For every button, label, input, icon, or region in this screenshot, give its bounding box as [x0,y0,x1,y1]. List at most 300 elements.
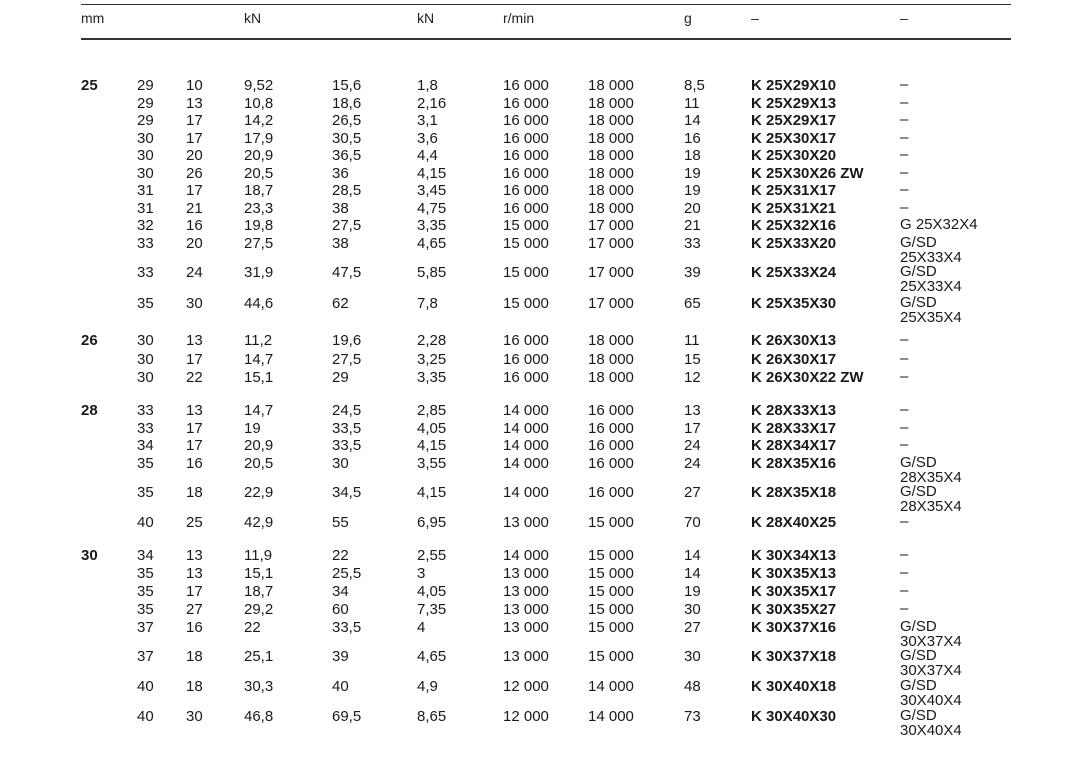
limiting-speed-cell: 16 000 [588,437,634,454]
outer-diameter-cell: 40 [137,708,154,725]
designation-cell: K 25X30X17 [751,129,837,147]
fatigue-load-cell: 4,05 [417,419,447,437]
width-cell: 13 [186,332,203,349]
limiting-speed-cell: 17 000 [588,263,634,281]
shaft-diameter: 26 [81,332,98,349]
load-rating-c0-cell: 26,5 [332,112,362,129]
mass-cell: 33 [684,234,701,252]
mass-cell: 15 [684,350,701,368]
outer-diameter-cell: 31 [137,199,154,217]
reference-speed-cell: 15 000 [503,294,549,312]
outer-diameter-cell: 40 [137,678,154,695]
reference-speed-cell: 16 000 [503,164,549,182]
designation-cell: K 30X40X30 [751,708,837,725]
designation-cell: K 30X35X17 [751,583,837,600]
shaft-diameter: 30 [81,547,98,564]
mass-cell: 27 [684,484,701,501]
outer-diameter-cell: 35 [137,565,154,582]
fatigue-load-cell: 5,85 [417,263,447,281]
reference-speed-cell: 13 000 [503,619,549,636]
fatigue-load-cell: 4,9 [417,678,438,695]
seal-cell: G/SD 30X37X4 [900,618,962,650]
load-rating-c-cell: 23,3 [244,199,274,217]
width-cell: 13 [186,94,203,112]
fatigue-load-cell: 2,85 [417,402,447,419]
reference-speed-cell: 12 000 [503,678,549,695]
mass-cell: 39 [684,263,701,281]
mass-cell: 14 [684,112,701,129]
mass-cell: 16 [684,129,701,147]
mass-cell: 65 [684,294,701,312]
fatigue-load-cell: 4,65 [417,234,447,252]
seal-cell: – [900,349,909,367]
unit-kn-cu: kN [417,10,435,26]
limiting-speed-cell: 18 000 [588,147,634,164]
header-rule [81,38,1011,40]
load-rating-c0-cell: 27,5 [332,217,362,234]
fatigue-load-cell: 3 [417,565,426,582]
width-cell: 27 [186,601,203,618]
designation-cell: K 26X30X22 ZW [751,369,864,386]
reference-speed-cell: 14 000 [503,419,549,437]
width-cell: 25 [186,514,203,531]
load-rating-c0-cell: 18,6 [332,94,362,112]
load-rating-c-cell: 11,9 [244,547,273,564]
reference-speed-cell: 16 000 [503,369,549,386]
unit-mass: g [684,10,692,26]
load-rating-c-cell: 20,9 [244,147,274,164]
mass-cell: 19 [684,182,701,199]
reference-speed-cell: 12 000 [503,708,549,725]
designation-cell: K 25X33X24 [751,263,837,281]
width-cell: 13 [186,402,203,419]
load-rating-c-cell: 14,2 [244,112,274,129]
limiting-speed-cell: 14 000 [588,708,634,725]
width-cell: 17 [186,583,203,600]
outer-diameter-cell: 34 [137,437,154,454]
load-rating-c-cell: 18,7 [244,583,274,600]
mass-cell: 24 [684,454,701,472]
reference-speed-cell: 14 000 [503,437,549,454]
reference-speed-cell: 16 000 [503,77,549,94]
unit-speed: r/min [503,10,535,26]
width-cell: 18 [186,678,203,695]
width-cell: 16 [186,619,203,636]
load-rating-c-cell: 31,9 [244,263,274,281]
outer-diameter-cell: 37 [137,619,154,636]
reference-speed-cell: 14 000 [503,454,549,472]
limiting-speed-cell: 15 000 [588,547,634,564]
reference-speed-cell: 14 000 [503,402,549,419]
mass-cell: 14 [684,547,701,564]
mass-cell: 70 [684,514,701,531]
limiting-speed-cell: 18 000 [588,199,634,217]
outer-diameter-cell: 33 [137,402,154,419]
fatigue-load-cell: 4,15 [417,437,447,454]
reference-speed-cell: 16 000 [503,112,549,129]
load-rating-c0-cell: 30 [332,454,349,472]
load-rating-c0-cell: 33,5 [332,437,362,454]
load-rating-c-cell: 14,7 [244,350,274,368]
fatigue-load-cell: 4,65 [417,648,447,665]
seal-cell: – [900,546,909,563]
reference-speed-cell: 13 000 [503,514,549,531]
mass-cell: 30 [684,601,701,618]
designation-cell: K 28X35X18 [751,484,837,501]
width-cell: 13 [186,565,203,582]
reference-speed-cell: 16 000 [503,199,549,217]
unit-designation: – [751,10,759,26]
outer-diameter-cell: 33 [137,234,154,252]
outer-diameter-cell: 30 [137,369,154,386]
seal-cell: G/SD 28X35X4 [900,483,962,515]
mass-cell: 18 [684,147,701,164]
designation-cell: K 25X29X10 [751,77,837,94]
fatigue-load-cell: 2,55 [417,547,447,564]
limiting-speed-cell: 18 000 [588,369,634,386]
limiting-speed-cell: 18 000 [588,112,634,129]
load-rating-c0-cell: 33,5 [332,419,362,437]
limiting-speed-cell: 16 000 [588,484,634,501]
fatigue-load-cell: 3,6 [417,129,438,147]
load-rating-c-cell: 18,7 [244,182,274,199]
load-rating-c-cell: 22 [244,619,261,636]
outer-diameter-cell: 35 [137,601,154,618]
width-cell: 17 [186,350,203,368]
reference-speed-cell: 15 000 [503,263,549,281]
outer-diameter-cell: 33 [137,263,154,281]
width-cell: 17 [186,419,203,437]
seal-cell: – [900,163,909,181]
designation-cell: K 25X31X21 [751,199,837,217]
seal-cell: – [900,128,909,146]
designation-cell: K 28X33X13 [751,402,837,419]
width-cell: 20 [186,234,203,252]
outer-diameter-cell: 35 [137,583,154,600]
designation-cell: K 25X30X20 [751,147,837,164]
load-rating-c-cell: 19 [244,419,261,437]
fatigue-load-cell: 8,65 [417,708,447,725]
limiting-speed-cell: 16 000 [588,402,634,419]
mass-cell: 30 [684,648,701,665]
load-rating-c-cell: 11,2 [244,332,273,349]
load-rating-c-cell: 15,1 [244,565,274,582]
mass-cell: 21 [684,217,701,234]
load-rating-c-cell: 10,8 [244,94,274,112]
width-cell: 16 [186,454,203,472]
mass-cell: 19 [684,164,701,182]
limiting-speed-cell: 14 000 [588,678,634,695]
limiting-speed-cell: 18 000 [588,129,634,147]
load-rating-c-cell: 20,9 [244,437,274,454]
load-rating-c0-cell: 19,6 [332,332,362,349]
fatigue-load-cell: 2,28 [417,332,447,349]
width-cell: 17 [186,129,203,147]
outer-diameter-cell: 31 [137,182,154,199]
load-rating-c0-cell: 22 [332,547,349,564]
width-cell: 30 [186,708,203,725]
mass-cell: 12 [684,369,701,386]
reference-speed-cell: 13 000 [503,601,549,618]
outer-diameter-cell: 35 [137,294,154,312]
load-rating-c0-cell: 25,5 [332,565,362,582]
load-rating-c-cell: 15,1 [244,369,274,386]
load-rating-c0-cell: 69,5 [332,708,362,725]
seal-cell: – [900,418,909,436]
mass-cell: 20 [684,199,701,217]
fatigue-load-cell: 6,95 [417,514,447,531]
designation-cell: K 30X37X18 [751,648,837,665]
reference-speed-cell: 14 000 [503,547,549,564]
seal-cell: – [900,564,909,581]
limiting-speed-cell: 17 000 [588,294,634,312]
width-cell: 17 [186,437,203,454]
limiting-speed-cell: 17 000 [588,217,634,234]
load-rating-c-cell: 30,3 [244,678,274,695]
limiting-speed-cell: 18 000 [588,94,634,112]
fatigue-load-cell: 3,25 [417,350,447,368]
seal-cell: G/SD 25X33X4 [900,262,962,295]
outer-diameter-cell: 35 [137,484,154,501]
width-cell: 21 [186,199,203,217]
seal-cell: – [900,331,909,348]
limiting-speed-cell: 15 000 [588,514,634,531]
designation-cell: K 25X33X20 [751,234,837,252]
fatigue-load-cell: 7,35 [417,601,447,618]
load-rating-c0-cell: 40 [332,678,349,695]
load-rating-c-cell: 22,9 [244,484,274,501]
width-cell: 17 [186,112,203,129]
seal-cell: – [900,146,909,163]
designation-cell: K 25X29X17 [751,112,837,129]
fatigue-load-cell: 3,55 [417,454,447,472]
mass-cell: 17 [684,419,701,437]
seal-cell: – [900,111,909,128]
fatigue-load-cell: 4,05 [417,583,447,600]
load-rating-c0-cell: 39 [332,648,349,665]
fatigue-load-cell: 3,45 [417,182,447,199]
width-cell: 22 [186,369,203,386]
load-rating-c0-cell: 28,5 [332,182,362,199]
load-rating-c-cell: 14,7 [244,402,274,419]
load-rating-c-cell: 42,9 [244,514,274,531]
outer-diameter-cell: 33 [137,419,154,437]
shaft-diameter: 28 [81,402,98,419]
fatigue-load-cell: 4,15 [417,164,447,182]
width-cell: 20 [186,147,203,164]
fatigue-load-cell: 1,8 [417,77,438,94]
load-rating-c-cell: 25,1 [244,648,274,665]
seal-cell: – [900,181,909,198]
load-rating-c-cell: 46,8 [244,708,274,725]
fatigue-load-cell: 4 [417,619,426,636]
mass-cell: 14 [684,565,701,582]
designation-cell: K 25X31X17 [751,182,837,199]
mass-cell: 11 [684,332,700,349]
load-rating-c0-cell: 29 [332,369,349,386]
outer-diameter-cell: 30 [137,350,154,368]
seal-cell: – [900,436,909,453]
width-cell: 24 [186,263,203,281]
width-cell: 16 [186,217,203,234]
seal-cell: – [900,93,909,111]
outer-diameter-cell: 30 [137,164,154,182]
fatigue-load-cell: 3,35 [417,369,447,386]
load-rating-c0-cell: 27,5 [332,350,362,368]
top-rule [81,4,1011,5]
width-cell: 26 [186,164,203,182]
designation-cell: K 25X35X30 [751,294,837,312]
limiting-speed-cell: 18 000 [588,77,634,94]
fatigue-load-cell: 7,8 [417,294,438,312]
seal-cell: – [900,76,909,93]
seal-cell: G/SD 28X35X4 [900,453,962,486]
limiting-speed-cell: 17 000 [588,234,634,252]
limiting-speed-cell: 15 000 [588,565,634,582]
seal-cell: – [900,600,909,617]
outer-diameter-cell: 30 [137,332,154,349]
reference-speed-cell: 16 000 [503,182,549,199]
reference-speed-cell: 13 000 [503,648,549,665]
outer-diameter-cell: 35 [137,454,154,472]
seal-cell: G/SD 25X35X4 [900,293,962,326]
designation-cell: K 26X30X17 [751,350,837,368]
designation-cell: K 25X32X16 [751,217,837,234]
load-rating-c0-cell: 34,5 [332,484,362,501]
designation-cell: K 30X35X13 [751,565,837,582]
load-rating-c0-cell: 38 [332,199,349,217]
outer-diameter-cell: 29 [137,94,154,112]
fatigue-load-cell: 4,15 [417,484,447,501]
load-rating-c0-cell: 36 [332,164,349,182]
reference-speed-cell: 15 000 [503,217,549,234]
mass-cell: 19 [684,583,701,600]
load-rating-c0-cell: 60 [332,601,349,618]
designation-cell: K 30X35X27 [751,601,837,618]
designation-cell: K 30X40X18 [751,678,837,695]
seal-cell: – [900,198,909,216]
width-cell: 18 [186,648,203,665]
outer-diameter-cell: 29 [137,112,154,129]
load-rating-c0-cell: 34 [332,583,349,600]
unit-seal: – [900,10,908,26]
designation-cell: K 28X34X17 [751,437,837,454]
load-rating-c0-cell: 62 [332,294,349,312]
load-rating-c-cell: 44,6 [244,294,274,312]
seal-cell: G/SD 25X33X4 [900,233,962,266]
outer-diameter-cell: 40 [137,514,154,531]
width-cell: 10 [186,77,203,94]
load-rating-c0-cell: 33,5 [332,619,362,636]
limiting-speed-cell: 15 000 [588,619,634,636]
limiting-speed-cell: 18 000 [588,164,634,182]
limiting-speed-cell: 18 000 [588,350,634,368]
outer-diameter-cell: 37 [137,648,154,665]
fatigue-load-cell: 3,35 [417,217,447,234]
reference-speed-cell: 16 000 [503,94,549,112]
reference-speed-cell: 16 000 [503,350,549,368]
designation-cell: K 25X30X26 ZW [751,164,864,182]
seal-cell: G 25X32X4 [900,216,978,233]
limiting-speed-cell: 15 000 [588,648,634,665]
outer-diameter-cell: 30 [137,129,154,147]
limiting-speed-cell: 16 000 [588,419,634,437]
load-rating-c0-cell: 47,5 [332,263,362,281]
outer-diameter-cell: 29 [137,77,154,94]
mass-cell: 48 [684,678,701,695]
outer-diameter-cell: 32 [137,217,154,234]
limiting-speed-cell: 15 000 [588,583,634,600]
designation-cell: K 28X40X25 [751,514,837,531]
seal-cell: G/SD 30X40X4 [900,707,962,739]
mass-cell: 11 [684,94,700,112]
shaft-diameter: 25 [81,77,98,94]
limiting-speed-cell: 15 000 [588,601,634,618]
load-rating-c-cell: 20,5 [244,164,274,182]
load-rating-c0-cell: 55 [332,514,349,531]
mass-cell: 24 [684,437,701,454]
outer-diameter-cell: 30 [137,147,154,164]
load-rating-c-cell: 27,5 [244,234,274,252]
load-rating-c0-cell: 30,5 [332,129,362,147]
fatigue-load-cell: 3,1 [417,112,438,129]
mass-cell: 8,5 [684,77,705,94]
designation-cell: K 26X30X13 [751,332,837,349]
seal-cell: – [900,401,909,418]
mass-cell: 73 [684,708,701,725]
reference-speed-cell: 13 000 [503,583,549,600]
fatigue-load-cell: 4,75 [417,199,447,217]
seal-cell: – [900,513,909,530]
designation-cell: K 30X34X13 [751,547,837,564]
designation-cell: K 25X29X13 [751,94,837,112]
reference-speed-cell: 14 000 [503,484,549,501]
reference-speed-cell: 16 000 [503,332,549,349]
unit-kn-c: kN [244,10,262,26]
width-cell: 18 [186,484,203,501]
load-rating-c-cell: 9,52 [244,77,274,94]
mass-cell: 27 [684,619,701,636]
load-rating-c0-cell: 38 [332,234,349,252]
width-cell: 13 [186,547,203,564]
load-rating-c-cell: 17,9 [244,129,274,147]
fatigue-load-cell: 2,16 [417,94,447,112]
load-rating-c0-cell: 15,6 [332,77,362,94]
limiting-speed-cell: 18 000 [588,332,634,349]
designation-cell: K 30X37X16 [751,619,837,636]
designation-cell: K 28X35X16 [751,454,837,472]
outer-diameter-cell: 34 [137,547,154,564]
load-rating-c-cell: 20,5 [244,454,274,472]
designation-cell: K 28X33X17 [751,419,837,437]
reference-speed-cell: 16 000 [503,147,549,164]
unit-mm: mm [81,10,105,26]
width-cell: 30 [186,294,203,312]
reference-speed-cell: 16 000 [503,129,549,147]
limiting-speed-cell: 18 000 [588,182,634,199]
reference-speed-cell: 15 000 [503,234,549,252]
load-rating-c0-cell: 24,5 [332,402,362,419]
limiting-speed-cell: 16 000 [588,454,634,472]
load-rating-c-cell: 29,2 [244,601,274,618]
load-rating-c0-cell: 36,5 [332,147,362,164]
load-rating-c-cell: 19,8 [244,217,274,234]
mass-cell: 13 [684,402,701,419]
seal-cell: G/SD 30X40X4 [900,677,962,709]
seal-cell: – [900,582,909,599]
seal-cell: – [900,368,909,385]
fatigue-load-cell: 4,4 [417,147,438,164]
